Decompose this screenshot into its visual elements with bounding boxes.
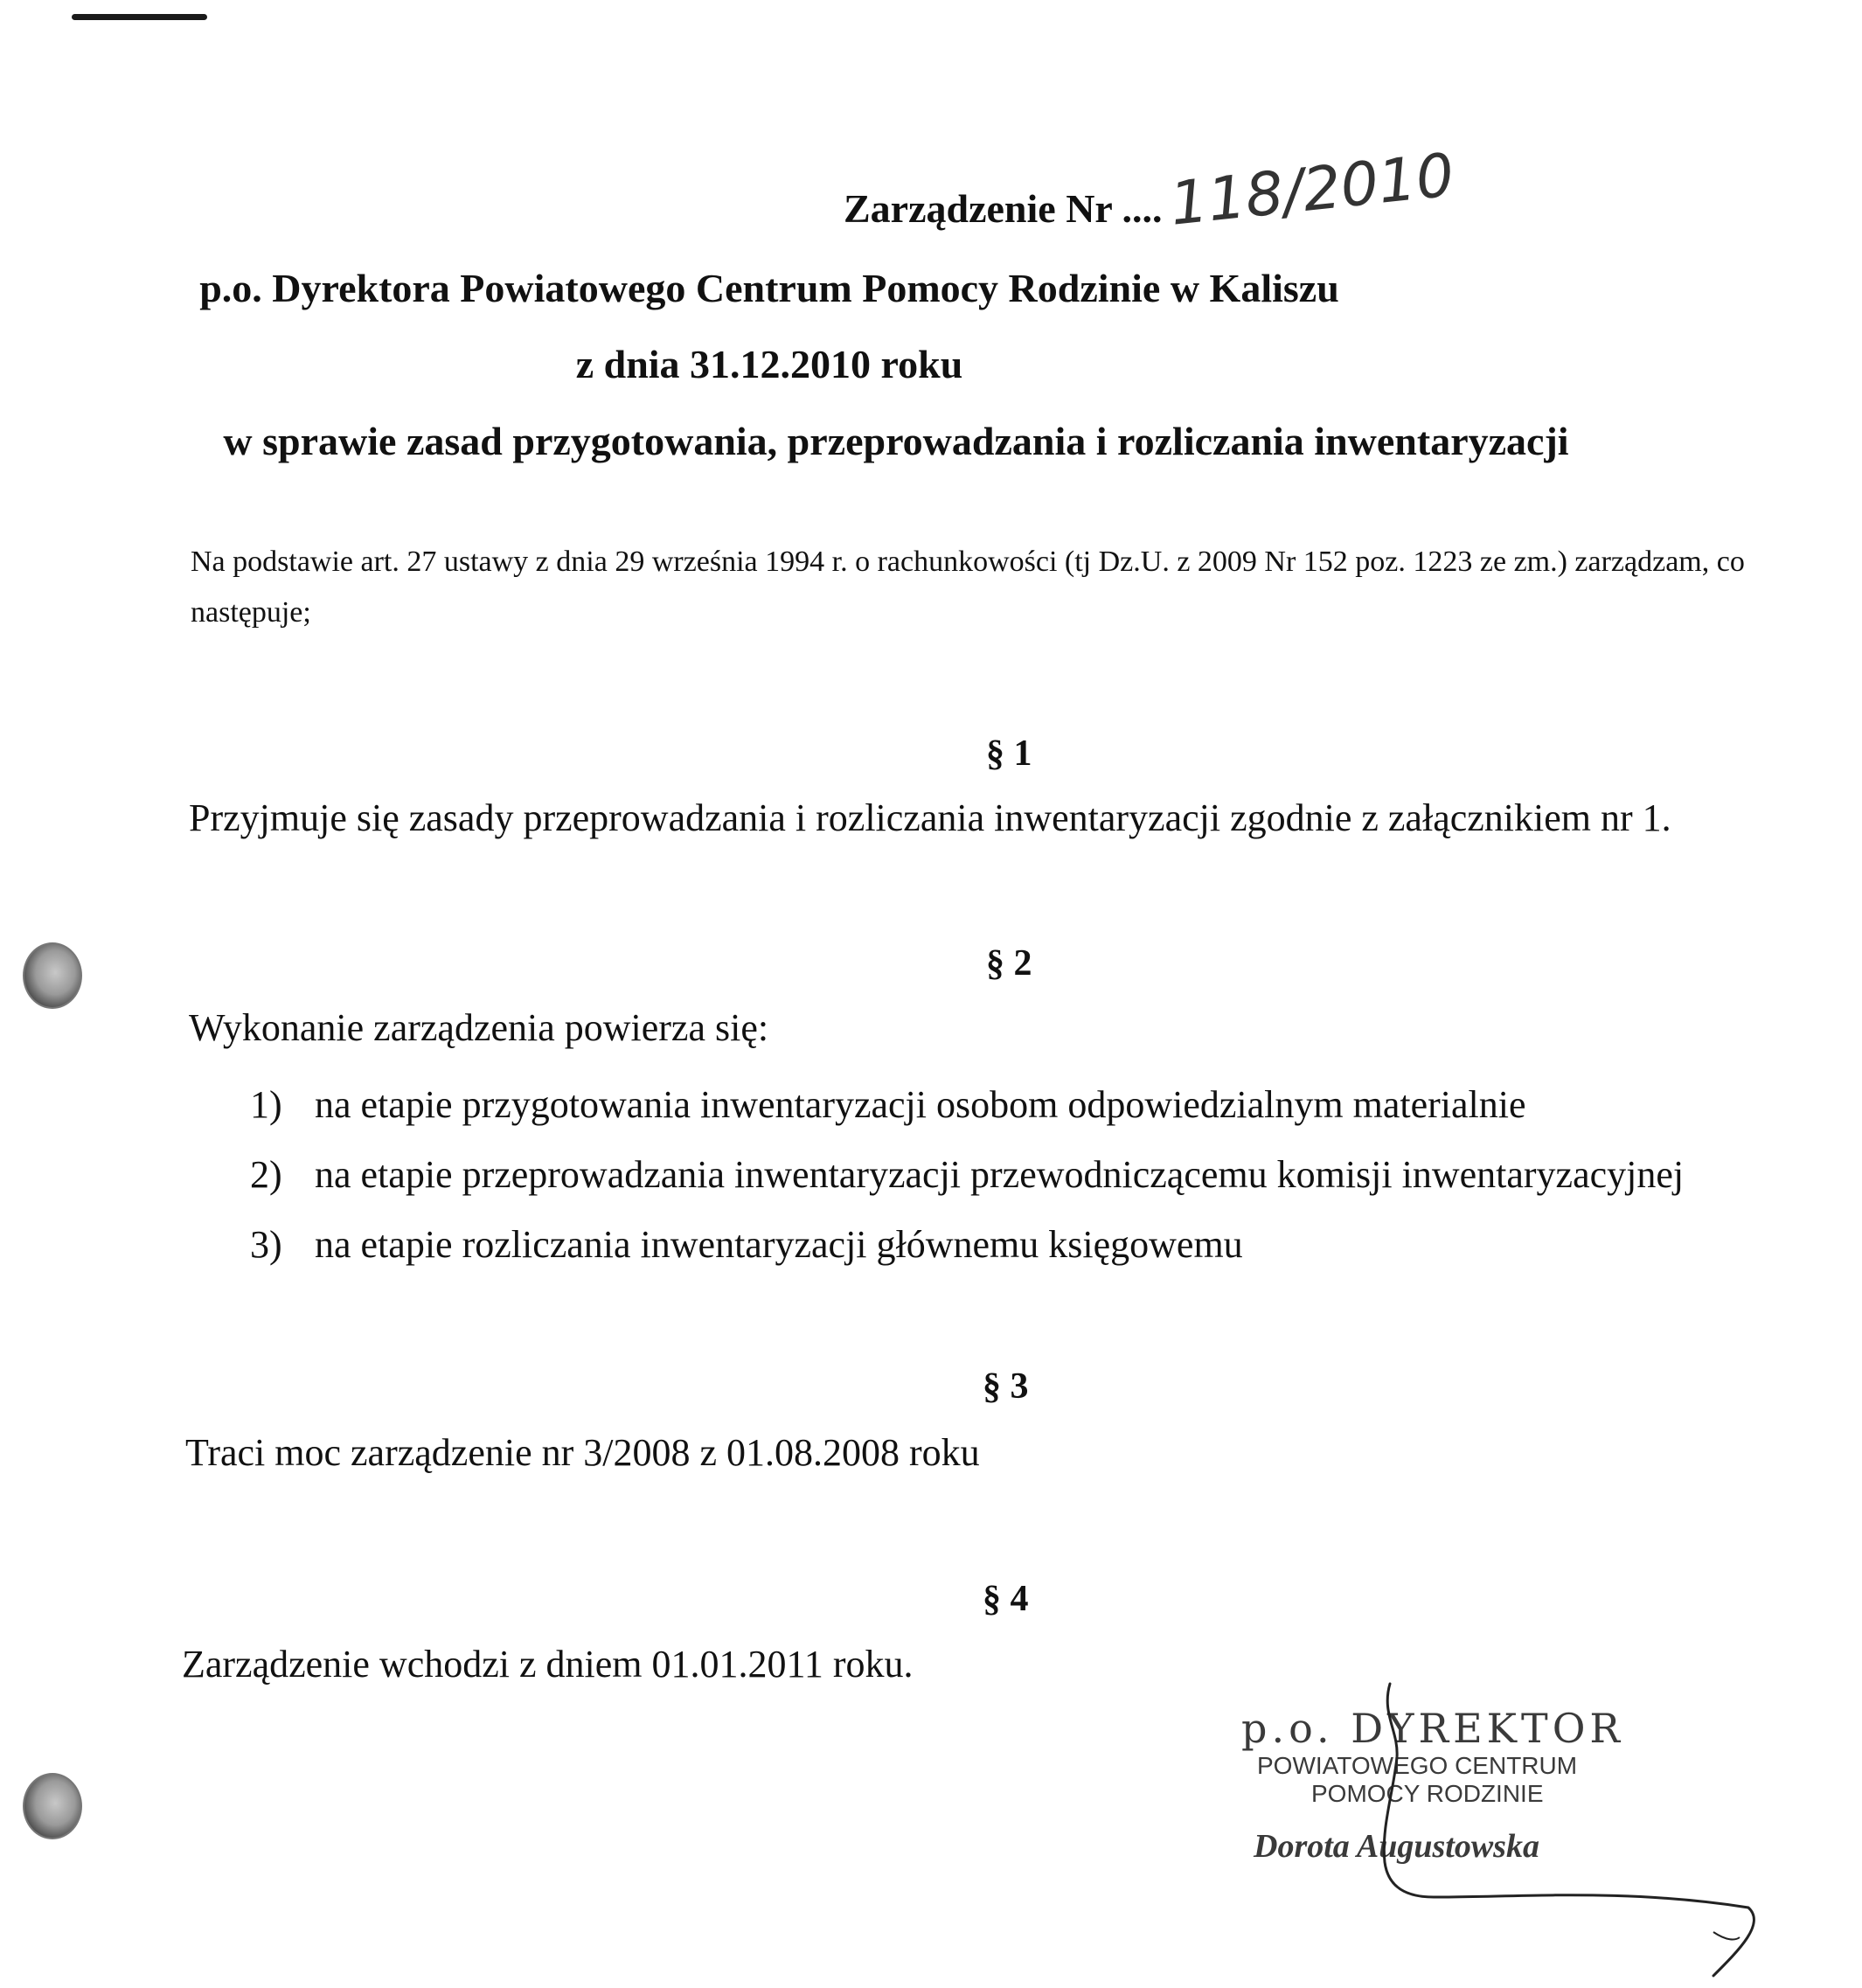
scan-artifact-line <box>72 14 207 20</box>
stamp-institution-line2: POMOCY RODZINIE <box>1311 1780 1544 1807</box>
legal-basis-paragraph: Na podstawie art. 27 ustawy z dnia 29 września 1994 r. o rachunkowości (tj Dz.U. z 2009 Nr 152 poz. 1223 ze zm.) zarządzam, co następuje; <box>191 546 1745 629</box>
section-3-text: Traci moc zarządzenie nr 3/2008 z 01.08.2008 roku <box>185 1431 980 1474</box>
document-issuer: p.o. Dyrektora Powiatowego Centrum Pomocy Rodzinie w Kaliszu <box>199 266 1339 310</box>
list-item <box>250 1082 1526 1127</box>
section-1-text: Przyjmuje się zasady przeprowadzania i rozliczania inwentaryzacji zgodnie z załącznikiem nr 1. <box>189 796 1671 839</box>
section-2-text: Wykonanie zarządzenia powierza się: <box>189 1006 769 1049</box>
list-item-number: 1) <box>250 1083 282 1126</box>
document-title: Zarządzenie Nr .... <box>844 186 1163 231</box>
stamp-person-name: Dorota Augustowska <box>1254 1828 1539 1865</box>
section-2-sign: § 2 <box>986 943 1032 984</box>
document-date: z dnia 31.12.2010 roku <box>575 342 963 386</box>
punch-hole <box>23 1773 82 1839</box>
list-item <box>250 1152 1684 1197</box>
section-3-sign: § 3 <box>983 1366 1029 1407</box>
section-4-text: Zarządzenie wchodzi z dniem 01.01.2011 roku. <box>182 1643 914 1686</box>
punch-hole <box>23 942 82 1009</box>
section-4-sign: § 4 <box>983 1579 1029 1619</box>
list-item-number: 3) <box>250 1223 282 1266</box>
list-item-text: na etapie rozliczania inwentaryzacji głównemu księgowemu <box>315 1223 1243 1266</box>
list-item-number: 2) <box>250 1153 282 1196</box>
handwritten-number: 118/2010 <box>1166 141 1458 240</box>
section-1-sign: § 1 <box>986 733 1032 774</box>
document-subject: w sprawie zasad przygotowania, przeprowadzania i rozliczania inwentaryzacji <box>223 419 1569 463</box>
list-item-text: na etapie przeprowadzania inwentaryzacji przewodniczącemu komisji inwentaryzacyjnej <box>315 1153 1685 1196</box>
stamp-institution-line1: POWIATOWEGO CENTRUM <box>1257 1752 1578 1779</box>
list-item-text: na etapie przygotowania inwentaryzacji osobom odpowiedzialnym materialnie <box>315 1083 1526 1126</box>
list-item <box>250 1222 1243 1267</box>
stamp-title: p.o. DYREKTOR <box>1241 1705 1625 1752</box>
handwritten-signature <box>1329 1679 1783 1985</box>
